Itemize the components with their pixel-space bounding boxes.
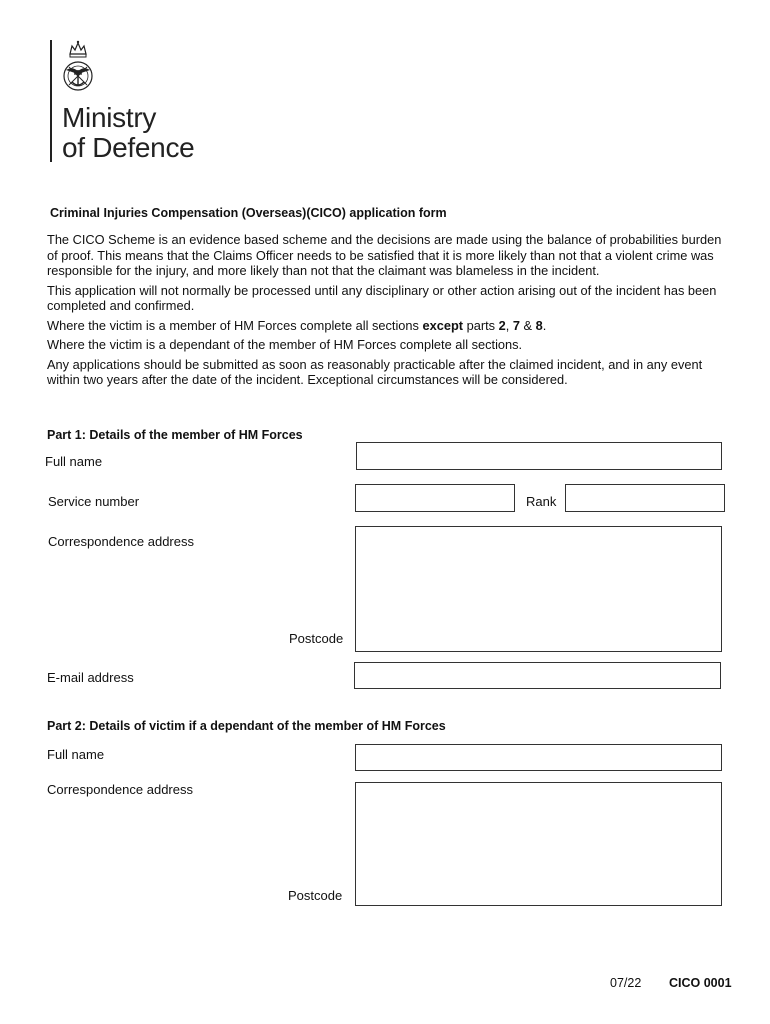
part2-title: Part 2: Details of victim if a dependant of the member of HM Forces — [47, 719, 446, 733]
part2-full-name-label: Full name — [47, 747, 105, 762]
part1-rank-label: Rank — [526, 494, 557, 509]
part1-service-number-field[interactable] — [355, 484, 515, 512]
part2-address-field[interactable] — [355, 782, 722, 906]
part1-full-name-field[interactable] — [356, 442, 722, 470]
part1-full-name-label: Full name — [45, 454, 103, 469]
logo-line-1: Ministry — [62, 102, 157, 133]
part1-address-field[interactable] — [355, 526, 722, 652]
part1-service-number-label: Service number — [48, 494, 140, 509]
ministry-of-defence-logo-text — [62, 103, 194, 163]
royal-crest-icon — [58, 40, 98, 96]
part1-title: Part 1: Details of the member of HM Forces — [47, 428, 303, 442]
logo-line-2: of Defence — [62, 132, 195, 163]
footer-date: 07/22 — [610, 976, 642, 990]
intro-paragraph: This application will not normally be processed until any disciplinary or other action arising out of the incident has been completed and confirmed. — [47, 282, 717, 313]
part1-address-label: Correspondence address — [48, 534, 194, 549]
footer-form-code: CICO 0001 — [669, 976, 732, 990]
intro-paragraph: The CICO Scheme is an evidence based scheme and the decisions are made using the balance of probabilities burden of proof. This means that the Claims Officer needs to be satisfied that it is more likely than not that a violent crime was responsible for the injury, and more likely than not that the claimant was blameless in the incident. — [47, 232, 722, 278]
logo-divider — [50, 40, 52, 162]
part2-full-name-field[interactable] — [355, 744, 722, 771]
part2-address-label: Correspondence address — [47, 782, 193, 797]
part1-email-field[interactable] — [354, 662, 721, 689]
part1-postcode-label: Postcode — [289, 631, 344, 646]
part1-rank-field[interactable] — [565, 484, 725, 512]
intro-text — [47, 232, 727, 392]
intro-paragraph: Where the victim is a dependant of the member of HM Forces complete all sections. — [47, 337, 523, 352]
intro-paragraph: Any applications should be submitted as soon as reasonably practicable after the claimed incident, and in any event within two years after the date of the incident. Exceptional circumstances will be considered. — [47, 356, 703, 387]
part1-email-label: E-mail address — [47, 670, 134, 685]
form-title: Criminal Injuries Compensation (Overseas)(CICO) application form — [50, 206, 447, 220]
part2-postcode-label: Postcode — [288, 888, 343, 903]
intro-paragraph: Where the victim is a member of HM Forces complete all sections except parts 2, 7 & 8. — [47, 317, 547, 333]
